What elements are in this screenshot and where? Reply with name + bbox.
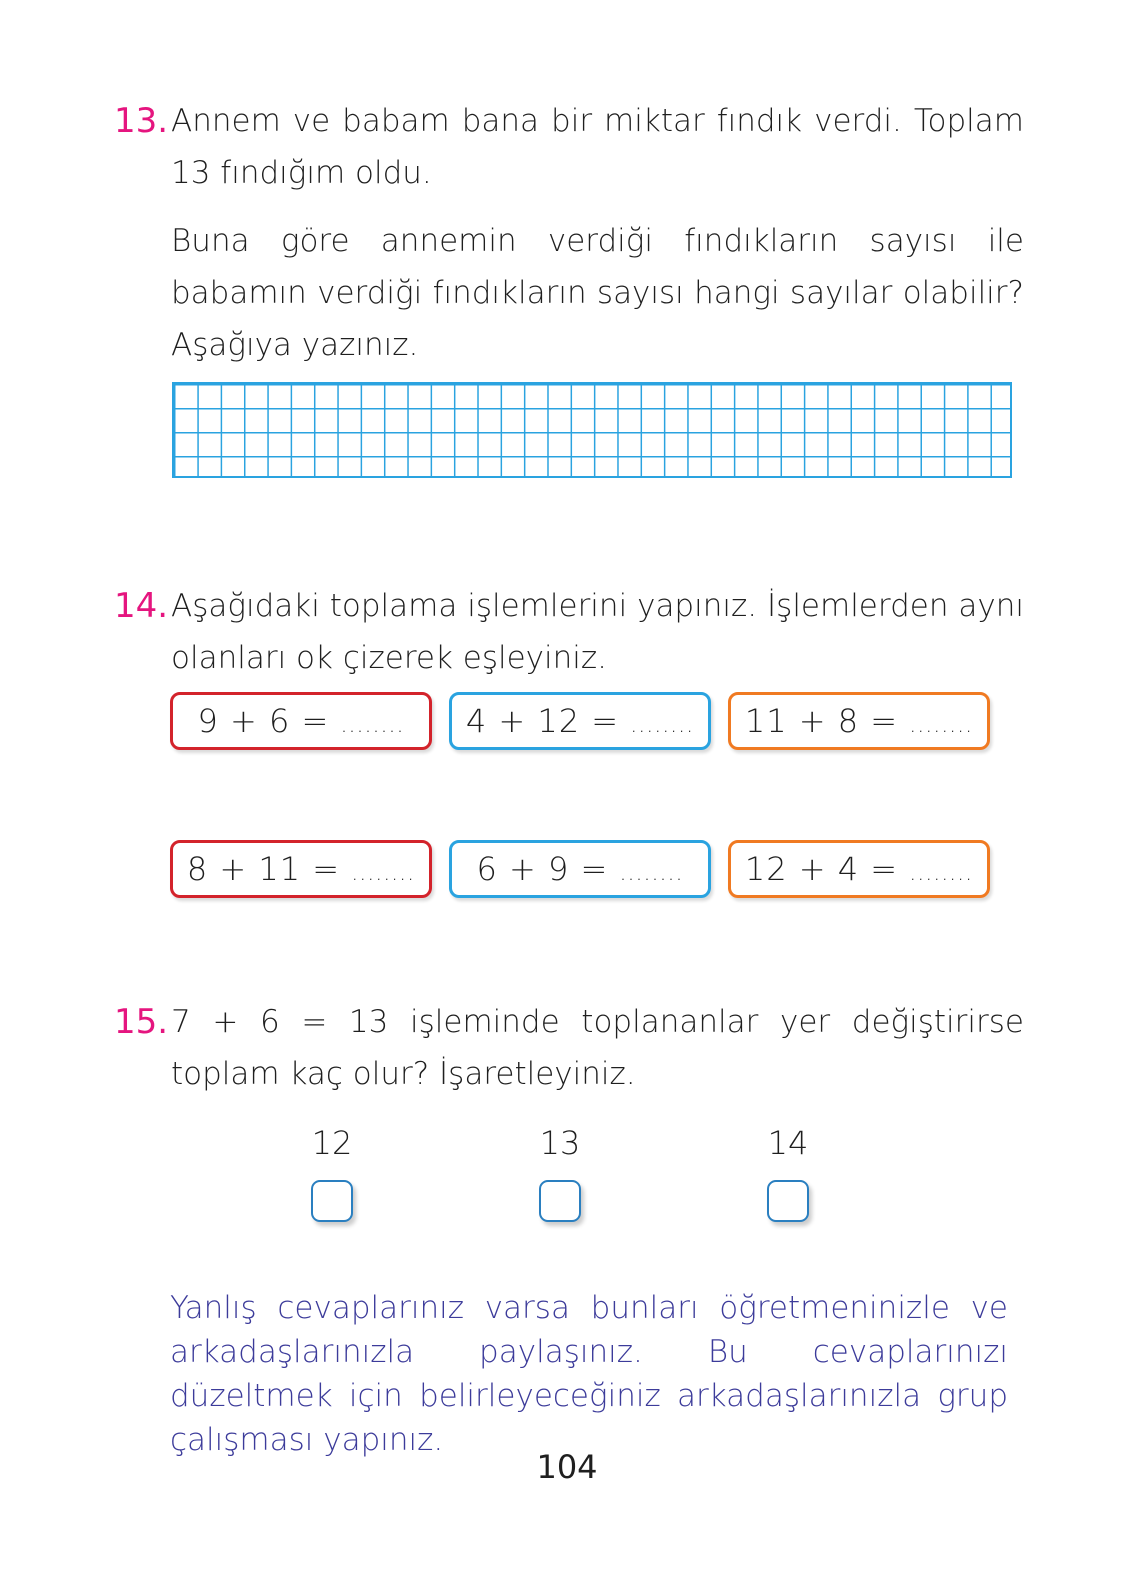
- page-number: 104: [536, 1448, 598, 1486]
- equation-expression: 8 + 11 =: [186, 850, 352, 888]
- equation-expression: 12 + 4 =: [744, 850, 910, 888]
- equation-expression: 11 + 8 =: [744, 702, 910, 740]
- option-checkbox-12[interactable]: [311, 1180, 353, 1222]
- question-number: 13.: [114, 101, 169, 141]
- equation-blank[interactable]: ........: [630, 713, 695, 738]
- question-text: Aşağıdaki toplama işlemlerini yapınız. İşlemlerden aynı olanları ok çizerek eşleyiniz.: [171, 588, 1024, 676]
- question-13-prompt: Buna göre annemin verdiği fındıkların sayısı ile babamın verdiği fındıkların sayısı hangi sayılar olabilir? Aşağıya yazınız.: [171, 223, 1024, 363]
- equation-box[interactable]: [728, 840, 990, 898]
- equation-expression: 6 + 9 =: [476, 850, 620, 888]
- option-label-13: 13: [539, 1124, 581, 1162]
- question-number: 14.: [114, 586, 169, 626]
- option-checkbox-13[interactable]: [539, 1180, 581, 1222]
- option-label-14: 14: [767, 1124, 809, 1162]
- question-text: 7 + 6 = 13 işleminde toplananlar yer değiştirirse toplam kaç olur? İşaretleyiniz.: [171, 1004, 1024, 1092]
- equation-box[interactable]: [449, 840, 711, 898]
- equation-box[interactable]: [449, 692, 711, 750]
- equation-blank[interactable]: ........: [340, 713, 405, 738]
- question-13: [114, 95, 1024, 387]
- question-number: 15.: [114, 1002, 169, 1042]
- option-label-12: 12: [311, 1124, 353, 1162]
- equation-box[interactable]: [170, 692, 432, 750]
- question-15: [114, 996, 1024, 1100]
- question-14: [114, 580, 1024, 684]
- equation-blank[interactable]: ........: [909, 861, 974, 886]
- answer-grid[interactable]: [172, 382, 1012, 478]
- equation-blank[interactable]: ........: [351, 861, 416, 886]
- question-13-statement: Annem ve babam bana bir miktar fındık verdi. Toplam 13 fındığım oldu.: [171, 103, 1024, 191]
- equation-box[interactable]: [170, 840, 432, 898]
- equation-blank[interactable]: ........: [909, 713, 974, 738]
- question-text: [171, 95, 1024, 371]
- equation-expression: 4 + 12 =: [465, 702, 631, 740]
- equation-blank[interactable]: ........: [619, 861, 684, 886]
- equation-box[interactable]: [728, 692, 990, 750]
- equation-expression: 9 + 6 =: [197, 702, 341, 740]
- option-checkbox-14[interactable]: [767, 1180, 809, 1222]
- instruction-note: Yanlış cevaplarınız varsa bunları öğretmeninizle ve arkadaşlarınızla paylaşınız. Bu cevaplarınızı düzeltmek için belirleyeceğiniz arkadaşlarınızla grup çalışması yapınız.: [170, 1290, 1008, 1458]
